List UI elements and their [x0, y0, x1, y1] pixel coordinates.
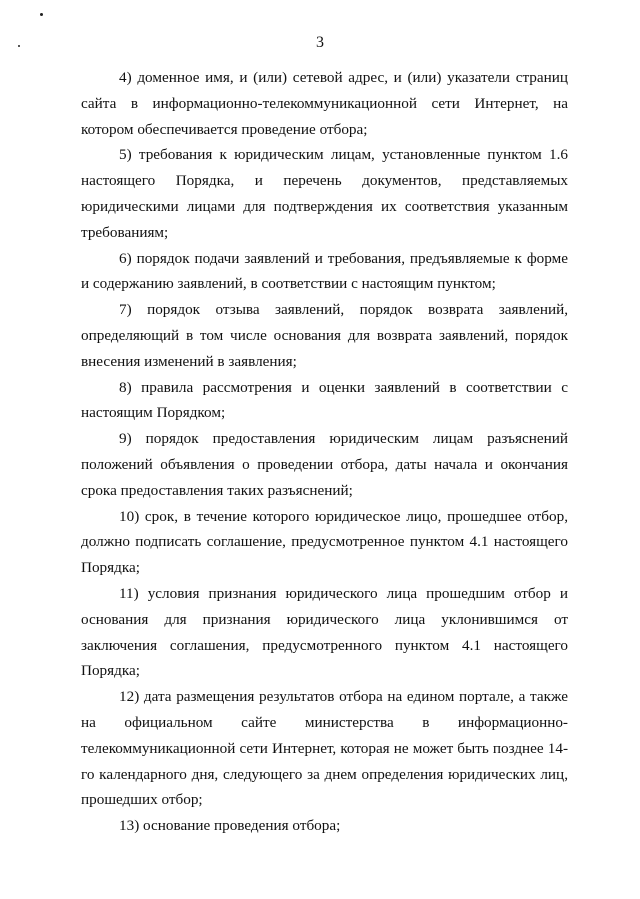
list-item: 8) правила рассмотрения и оценки заявлений в соответствии с настоящим Порядком;	[81, 378, 568, 422]
list-item: 11) условия признания юридического лица прошедшим отбор и основания для признания юридического лица уклонившимся от заключения соглашения, предусмотренного пунктом 4.1 настоящего Порядка;	[81, 584, 568, 680]
list-item: 4) доменное имя, и (или) сетевой адрес, и (или) указатели страниц сайта в информационно-телекоммуникационной сети Интернет, на котором обеспечивается проведение отбора;	[81, 69, 568, 138]
list-item: 12) дата размещения результатов отбора на едином портале, а также на официальном сайте министерства в информационно-телекоммуникационной сети Интернет, которая не может быть позднее 14-го календарного дня, следующего за днем определения юридических лиц, прошедших отбор;	[81, 688, 568, 809]
list-item: 7) порядок отзыва заявлений, порядок возврата заявлений, определяющий в том числе основания для возврата заявлений, порядок внесения изменений в заявления;	[81, 301, 568, 370]
scan-speck	[40, 13, 43, 16]
list-item: 5) требования к юридическим лицам, установленные пунктом 1.6 настоящего Порядка, и перечень документов, представляемых юридическими лицами для подтверждения их соответствия указанным требованиям;	[81, 146, 568, 241]
page-number: 3	[316, 34, 324, 51]
list-item: 13) основание проведения отбора;	[119, 817, 341, 835]
document-body	[81, 65, 568, 839]
list-item: 9) порядок предоставления юридическим лицам разъяснений положений объявления о проведении отбора, даты начала и окончания срока предоставления таких разъяснений;	[81, 430, 568, 499]
list-item: 10) срок, в течение которого юридическое лицо, прошедшее отбор, должно подписать соглашение, предусмотренное пунктом 4.1 настоящего Порядка;	[81, 507, 568, 577]
list-item: 6) порядок подачи заявлений и требования, предъявляемые к форме и содержанию заявлений, в соответствии с настоящим пунктом;	[81, 249, 568, 293]
